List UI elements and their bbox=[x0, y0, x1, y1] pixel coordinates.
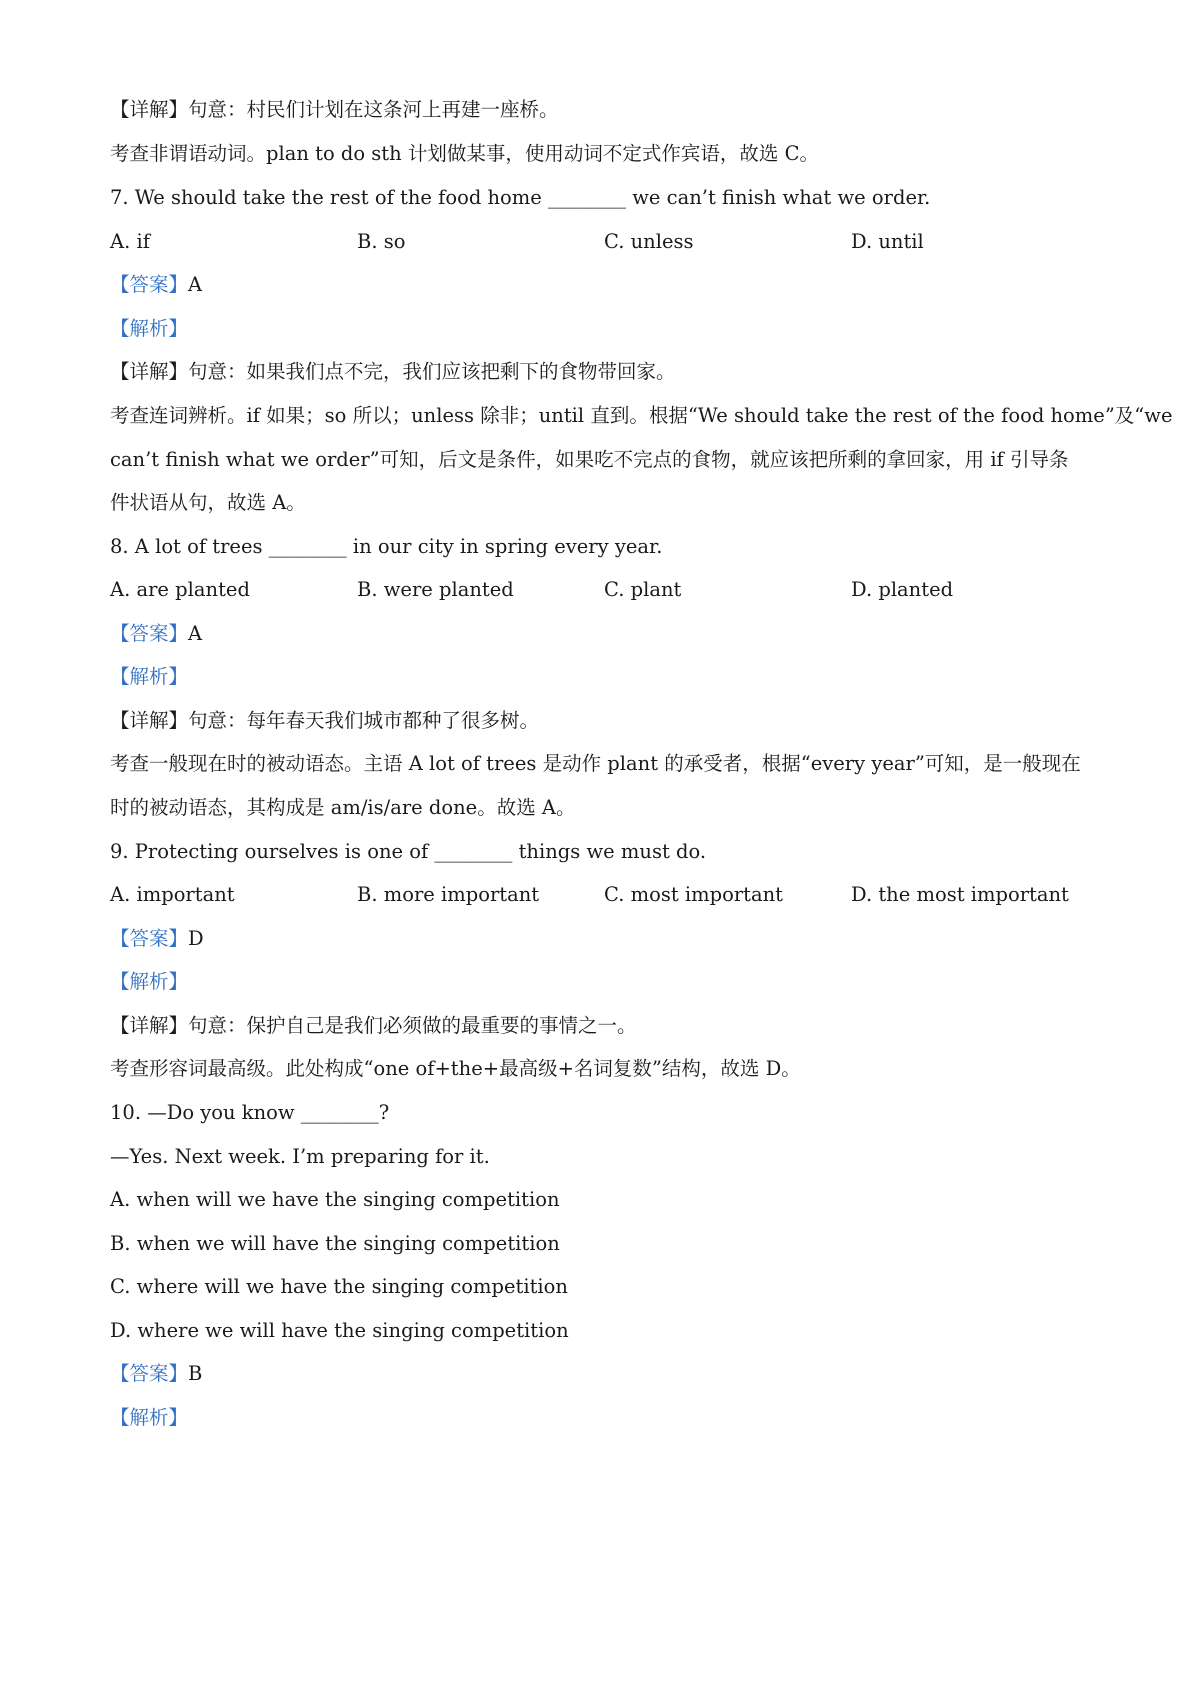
q8-option-d: D. planted bbox=[851, 578, 954, 601]
answer-label: 【答案】 bbox=[110, 273, 189, 296]
q7-option-b: B. so bbox=[357, 230, 406, 253]
jiexi-label: 【解析】 bbox=[110, 665, 189, 688]
q9-option-b: B. more important bbox=[357, 883, 540, 906]
detail-line: 【详解】句意：保护自己是我们必须做的最重要的事情之一。 bbox=[110, 1014, 637, 1037]
jiexi-label: 【解析】 bbox=[110, 1406, 189, 1429]
q9-option-c: C. most important bbox=[604, 883, 784, 906]
answer-value: D bbox=[188, 927, 204, 950]
analysis-text: 考查非谓语动词。plan to do sth 计划做某事，使用动词不定式作宾语，故选 C。 bbox=[110, 142, 820, 165]
analysis-text: can’t finish what we order”可知，后文是条件，如果吃不完点的食物，就应该把所剩的拿回家，用 if 引导条 bbox=[110, 448, 1069, 471]
answer-value: A bbox=[188, 622, 203, 645]
answer-label: 【答案】 bbox=[110, 927, 189, 950]
answer-label: 【答案】 bbox=[110, 622, 189, 645]
answer-value: A bbox=[188, 273, 203, 296]
q8-option-c: C. plant bbox=[604, 578, 682, 601]
analysis-text: 考查一般现在时的被动语态。主语 A lot of trees 是动作 plant 的承受者，根据“every year”可知，是一般现在 bbox=[110, 752, 1081, 775]
answer-7 bbox=[110, 272, 202, 298]
q8-option-a: A. are planted bbox=[110, 578, 250, 601]
question-7: 7. We should take the rest of the food home ________ we can’t finish what we order. bbox=[110, 186, 931, 209]
answer-9 bbox=[110, 926, 204, 952]
detail-line: 【详解】句意：如果我们点不完，我们应该把剩下的食物带回家。 bbox=[110, 360, 676, 383]
answer-8 bbox=[110, 621, 202, 647]
analysis-text: 考查连词辨析。if 如果；so 所以；unless 除非；until 直到。根据“We should take the rest of the food home”及“we bbox=[110, 404, 1173, 427]
answer-value: B bbox=[188, 1362, 203, 1385]
q10-reply: —Yes. Next week. I’m preparing for it. bbox=[110, 1145, 490, 1168]
q10-option-a: A. when will we have the singing competition bbox=[110, 1188, 560, 1211]
q9-option-a: A. important bbox=[110, 883, 235, 906]
q10-option-b: B. when we will have the singing competition bbox=[110, 1232, 560, 1255]
analysis-text: 考查形容词最高级。此处构成“one of+the+最高级+名词复数”结构，故选 D。 bbox=[110, 1057, 801, 1080]
q7-option-a: A. if bbox=[110, 230, 150, 253]
jiexi-label: 【解析】 bbox=[110, 317, 189, 340]
question-9: 9. Protecting ourselves is one of ________ things we must do. bbox=[110, 840, 707, 863]
q10-option-c: C. where will we have the singing competition bbox=[110, 1275, 568, 1298]
q10-option-d: D. where we will have the singing competition bbox=[110, 1319, 569, 1342]
jiexi-label: 【解析】 bbox=[110, 970, 189, 993]
answer-10 bbox=[110, 1361, 202, 1387]
analysis-text: 件状语从句，故选 A。 bbox=[110, 491, 306, 514]
q9-option-d: D. the most important bbox=[851, 883, 1069, 906]
question-10: 10. —Do you know ________? bbox=[110, 1101, 390, 1124]
question-8: 8. A lot of trees ________ in our city in spring every year. bbox=[110, 535, 663, 558]
q7-option-c: C. unless bbox=[604, 230, 694, 253]
detail-line: 【详解】句意：村民们计划在这条河上再建一座桥。 bbox=[110, 98, 559, 121]
detail-line: 【详解】句意：每年春天我们城市都种了很多树。 bbox=[110, 709, 540, 732]
q8-option-b: B. were planted bbox=[357, 578, 514, 601]
analysis-text: 时的被动语态，其构成是 am/is/are done。故选 A。 bbox=[110, 796, 576, 819]
q7-option-d: D. until bbox=[851, 230, 924, 253]
answer-label: 【答案】 bbox=[110, 1362, 189, 1385]
